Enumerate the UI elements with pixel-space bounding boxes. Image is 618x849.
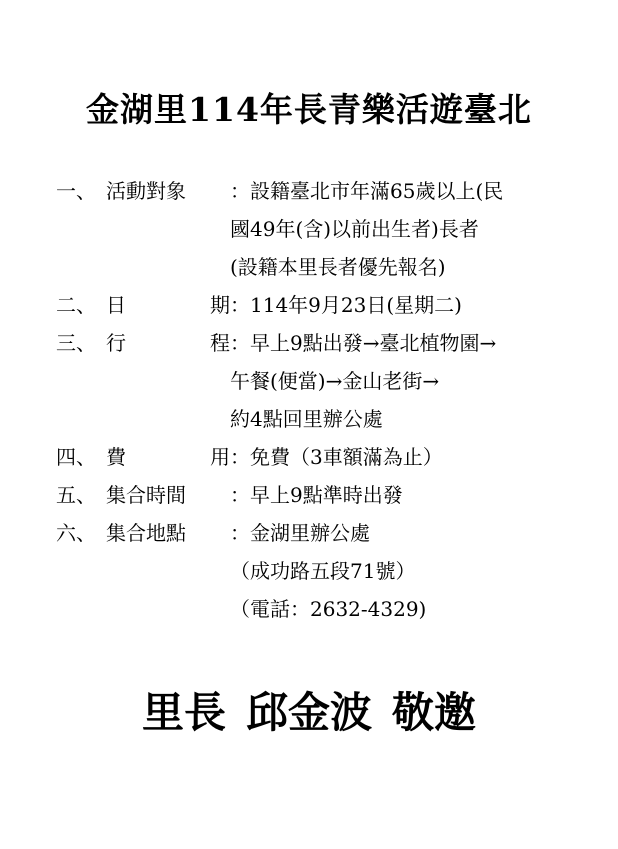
item-date: [56, 289, 462, 321]
item-continuation: 約4點回里辦公處: [230, 407, 383, 431]
item-value: ：早上9點準時出發: [230, 483, 403, 507]
signature-closing: 敬邀: [392, 688, 477, 737]
item-label-part: 費: [106, 445, 126, 469]
item-label-part: 行: [106, 331, 126, 355]
signature-role: 里長: [141, 688, 226, 737]
item-itinerary: [56, 327, 496, 359]
signature-line: [0, 680, 618, 740]
signature-name: 邱金波: [245, 688, 372, 737]
item-label: 集合時間: [106, 483, 186, 507]
item-number: 三、: [56, 331, 96, 355]
item-value: ：早上9點出發→臺北植物園→: [230, 331, 497, 355]
item-meeting-place: [56, 517, 370, 549]
item-value: ：114年9月23日(星期二): [230, 293, 462, 317]
item-number: 四、: [56, 445, 96, 469]
page-title: 金湖里114年長青樂活遊臺北: [86, 90, 532, 129]
item-value: ：免費（3車額滿為止）: [230, 445, 443, 469]
item-number: 二、: [56, 293, 96, 317]
item-continuation: （成功路五段71號）: [230, 559, 416, 583]
item-target-audience: [56, 175, 503, 207]
item-continuation: 午餐(便當)→金山老街→: [230, 369, 440, 393]
item-continuation: (設籍本里長者優先報名): [230, 255, 446, 279]
item-label: 活動對象: [106, 179, 186, 203]
item-fee: [56, 441, 443, 473]
item-label-part: 期: [210, 293, 230, 317]
item-label-part: 用: [210, 445, 230, 469]
item-meeting-time: [56, 479, 403, 511]
item-label-part: 程: [210, 331, 230, 355]
item-continuation: 國49年(含)以前出生者)長者: [230, 217, 479, 241]
item-value: ：金湖里辦公處: [230, 521, 370, 545]
item-value: ：設籍臺北市年滿65歲以上(民: [230, 179, 504, 203]
item-number: 五、: [56, 483, 96, 507]
item-continuation: （電話：2632-4329): [230, 597, 427, 621]
item-label-part: 日: [106, 293, 126, 317]
item-label: 集合地點: [106, 521, 186, 545]
item-number: 六、: [56, 521, 96, 545]
item-number: 一、: [56, 179, 96, 203]
